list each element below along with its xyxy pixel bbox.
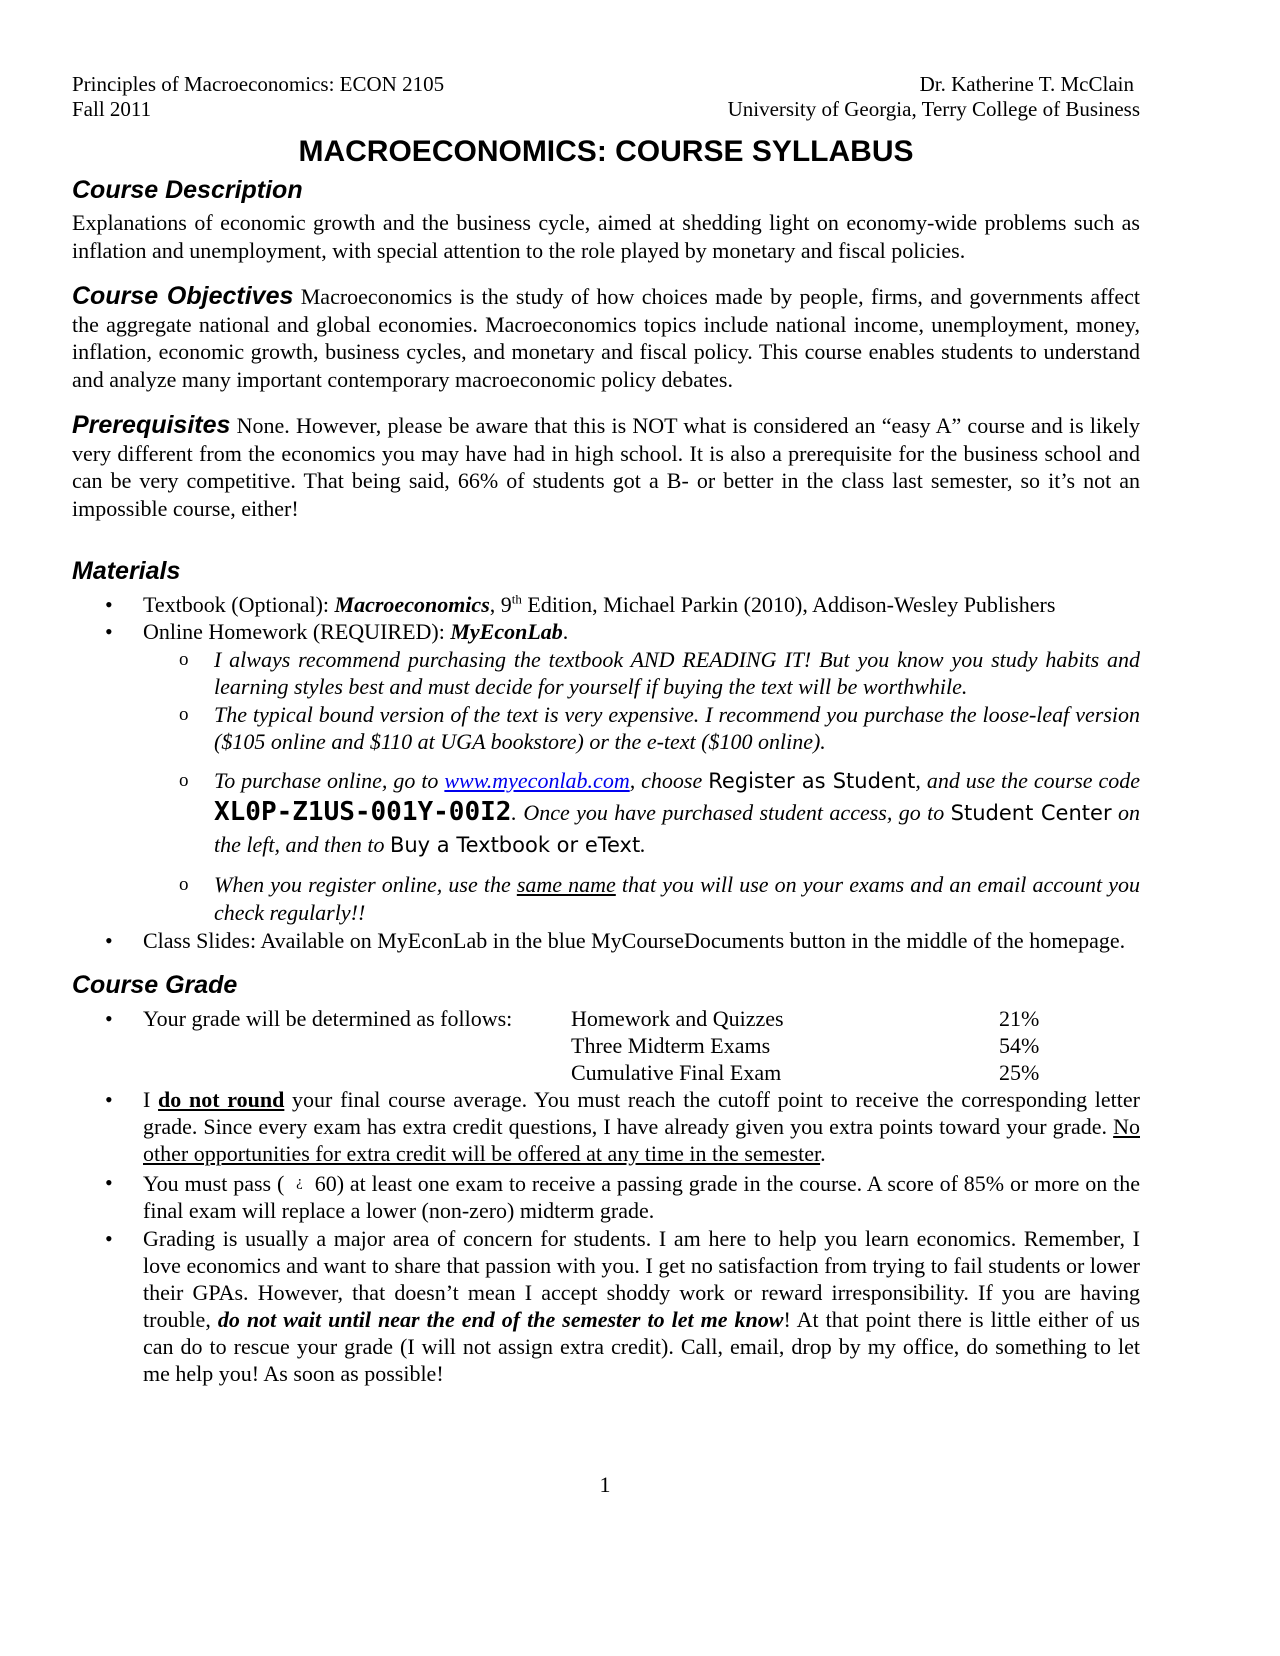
text: • Your grade will be determined as follows: <box>143 1006 513 1031</box>
text: When you register online, use the <box>214 872 517 897</box>
text: . <box>640 832 646 857</box>
objectives-text: Macroeconomics is the study of how choices made by people, firms, and governments affect the aggregate national and global economies. Macroeconomics topics include national income, unemployment, money, inflation, economic growth, business cycles, and monetary and fiscal policy. This course enables students to understand and analyze many important contemporary macroeconomic policy debates. <box>72 284 1140 392</box>
syllabus-page <box>72 72 1140 1387</box>
grade-component: Homework and Quizzes <box>571 1006 784 1031</box>
sub-item <box>72 871 1140 927</box>
text: 60) at least one exam to receive a passing grade in the course. A score of 85% or more on the final exam will replace a lower (non-zero) midterm grade. <box>143 1171 1141 1223</box>
description-heading: Course Description <box>72 176 303 204</box>
text: . <box>820 1141 826 1166</box>
sub-item <box>72 765 1140 861</box>
text: your final course average. You must reach the cutoff point to receive the corresponding letter grade. Since every exam has extra credit questions, I have already given you extra points toward your grade. <box>143 1087 1140 1139</box>
text: I <box>143 1087 159 1112</box>
text: , and use the course code <box>915 768 1140 793</box>
text: same name <box>516 872 616 897</box>
objectives-paragraph <box>72 283 1140 393</box>
prerequisites-paragraph <box>72 412 1140 522</box>
page-number: 1 <box>599 1472 611 1497</box>
text: Register as Student <box>708 769 916 793</box>
course-code: XL0P-Z1US-001Y-00I2 <box>214 797 512 827</box>
text: Textbook (Optional): <box>143 592 335 617</box>
grade-breakdown <box>143 1005 1140 1086</box>
materials-heading: Materials <box>72 557 181 585</box>
text: Buy a Textbook or eText <box>389 833 641 857</box>
materials-list <box>72 591 1140 954</box>
list-item <box>72 1005 1140 1086</box>
homework-platform: MyEconLab <box>450 619 563 644</box>
description-text: Explanations of economic growth and the business cycle, aimed at shedding light on economy-wide problems such as inflation and unemployment, with special attention to the role played by monetary and fiscal policies. <box>72 210 1140 263</box>
grade-weight: 25% <box>999 1060 1040 1085</box>
list-item: • Class Slides: Available on MyEconLab in the blue MyCourseDocuments button in the middle of the homepage. <box>72 927 1140 954</box>
term: Fall 2011 <box>72 97 152 121</box>
instructor: Dr. Katherine T. McClain <box>919 72 1134 96</box>
list-item <box>72 1169 1140 1224</box>
document-title: MACROECONOMICS: COURSE SYLLABUS <box>298 135 914 168</box>
text: do not round <box>158 1087 285 1112</box>
textbook-title: Macroeconomics <box>334 592 490 617</box>
text: , choose <box>629 768 709 793</box>
grade-list <box>72 1005 1140 1387</box>
list-item <box>72 591 1140 618</box>
text: ! At that point there is little either of us can do to rescue your grade (I will not assign extra credit). Call, email, drop by my office, do something to let me help you! As soon as possible! <box>143 1307 1140 1386</box>
text: Edition, Michael Parkin (2010), Addison-Wesley Publishers <box>521 592 1056 617</box>
text: th <box>511 591 522 607</box>
text: . Once you have purchased student access, go to <box>511 800 951 825</box>
text: To purchase online, go to <box>214 768 445 793</box>
symbol: ¿ <box>296 1174 303 1190</box>
text: You must pass ( <box>143 1171 291 1196</box>
grade-weight: 54% <box>999 1033 1040 1058</box>
grade-component: Cumulative Final Exam <box>571 1060 782 1085</box>
grade-heading: Course Grade <box>72 971 238 999</box>
grade-weight: 21% <box>999 1006 1040 1031</box>
text: , 9 <box>489 592 512 617</box>
text: on the left, and then to <box>214 800 1140 857</box>
institution: University of Georgia, Terry College of Business <box>727 97 1140 121</box>
text: Student Center <box>950 801 1112 825</box>
grade-component: Three Midterm Exams <box>571 1033 771 1058</box>
list-item <box>72 1225 1140 1387</box>
text: that you will use on your exams and an email account you check regularly!! <box>214 872 1140 925</box>
page-header <box>72 72 1140 122</box>
text: Grading is usually a major area of concern for students. I am here to help you learn economics. Remember, I love economics and want to share that passion with you. I get no satisfaction from trying to fail students or lower their GPAs. However, that doesn’t mean I accept shoddy work or reward irresponsibility. If you are having trouble, <box>143 1226 1140 1332</box>
text: No other opportunities for extra credit will be offered at any time in the semester <box>143 1114 1140 1166</box>
list-item <box>72 1086 1140 1167</box>
myeconlab-link[interactable]: www.myeconlab.com <box>444 768 630 793</box>
objectives-heading: Course Objectives <box>72 282 294 310</box>
prerequisites-text: None. However, please be aware that this is NOT what is considered an “easy A” course and is likely very different from the economics you may have had in high school. It is also a prerequisite for the business school and can be very competitive. That being said, 66% of students got a B- or better in the class last semester, so it’s not an impossible course, either! <box>72 413 1140 521</box>
text: Online Homework (REQUIRED): <box>143 619 451 644</box>
sub-item: o The typical bound version of the text is very expensive. I recommend you purchase the loose-leaf version ($105 online and $110 at UGA bookstore) or the e-text ($100 online). <box>72 701 1140 755</box>
text: do not wait until near the end of the semester to let me know <box>217 1307 784 1332</box>
text: . <box>562 619 569 644</box>
sub-item: o I always recommend purchasing the textbook AND READING IT! But you know you study habits and learning styles best and must decide for yourself if buying the text will be worthwhile. <box>72 646 1140 700</box>
list-item <box>72 618 1140 645</box>
prerequisites-heading: Prerequisites <box>72 411 231 439</box>
course-name: Principles of Macroeconomics: ECON 2105 <box>72 72 445 96</box>
